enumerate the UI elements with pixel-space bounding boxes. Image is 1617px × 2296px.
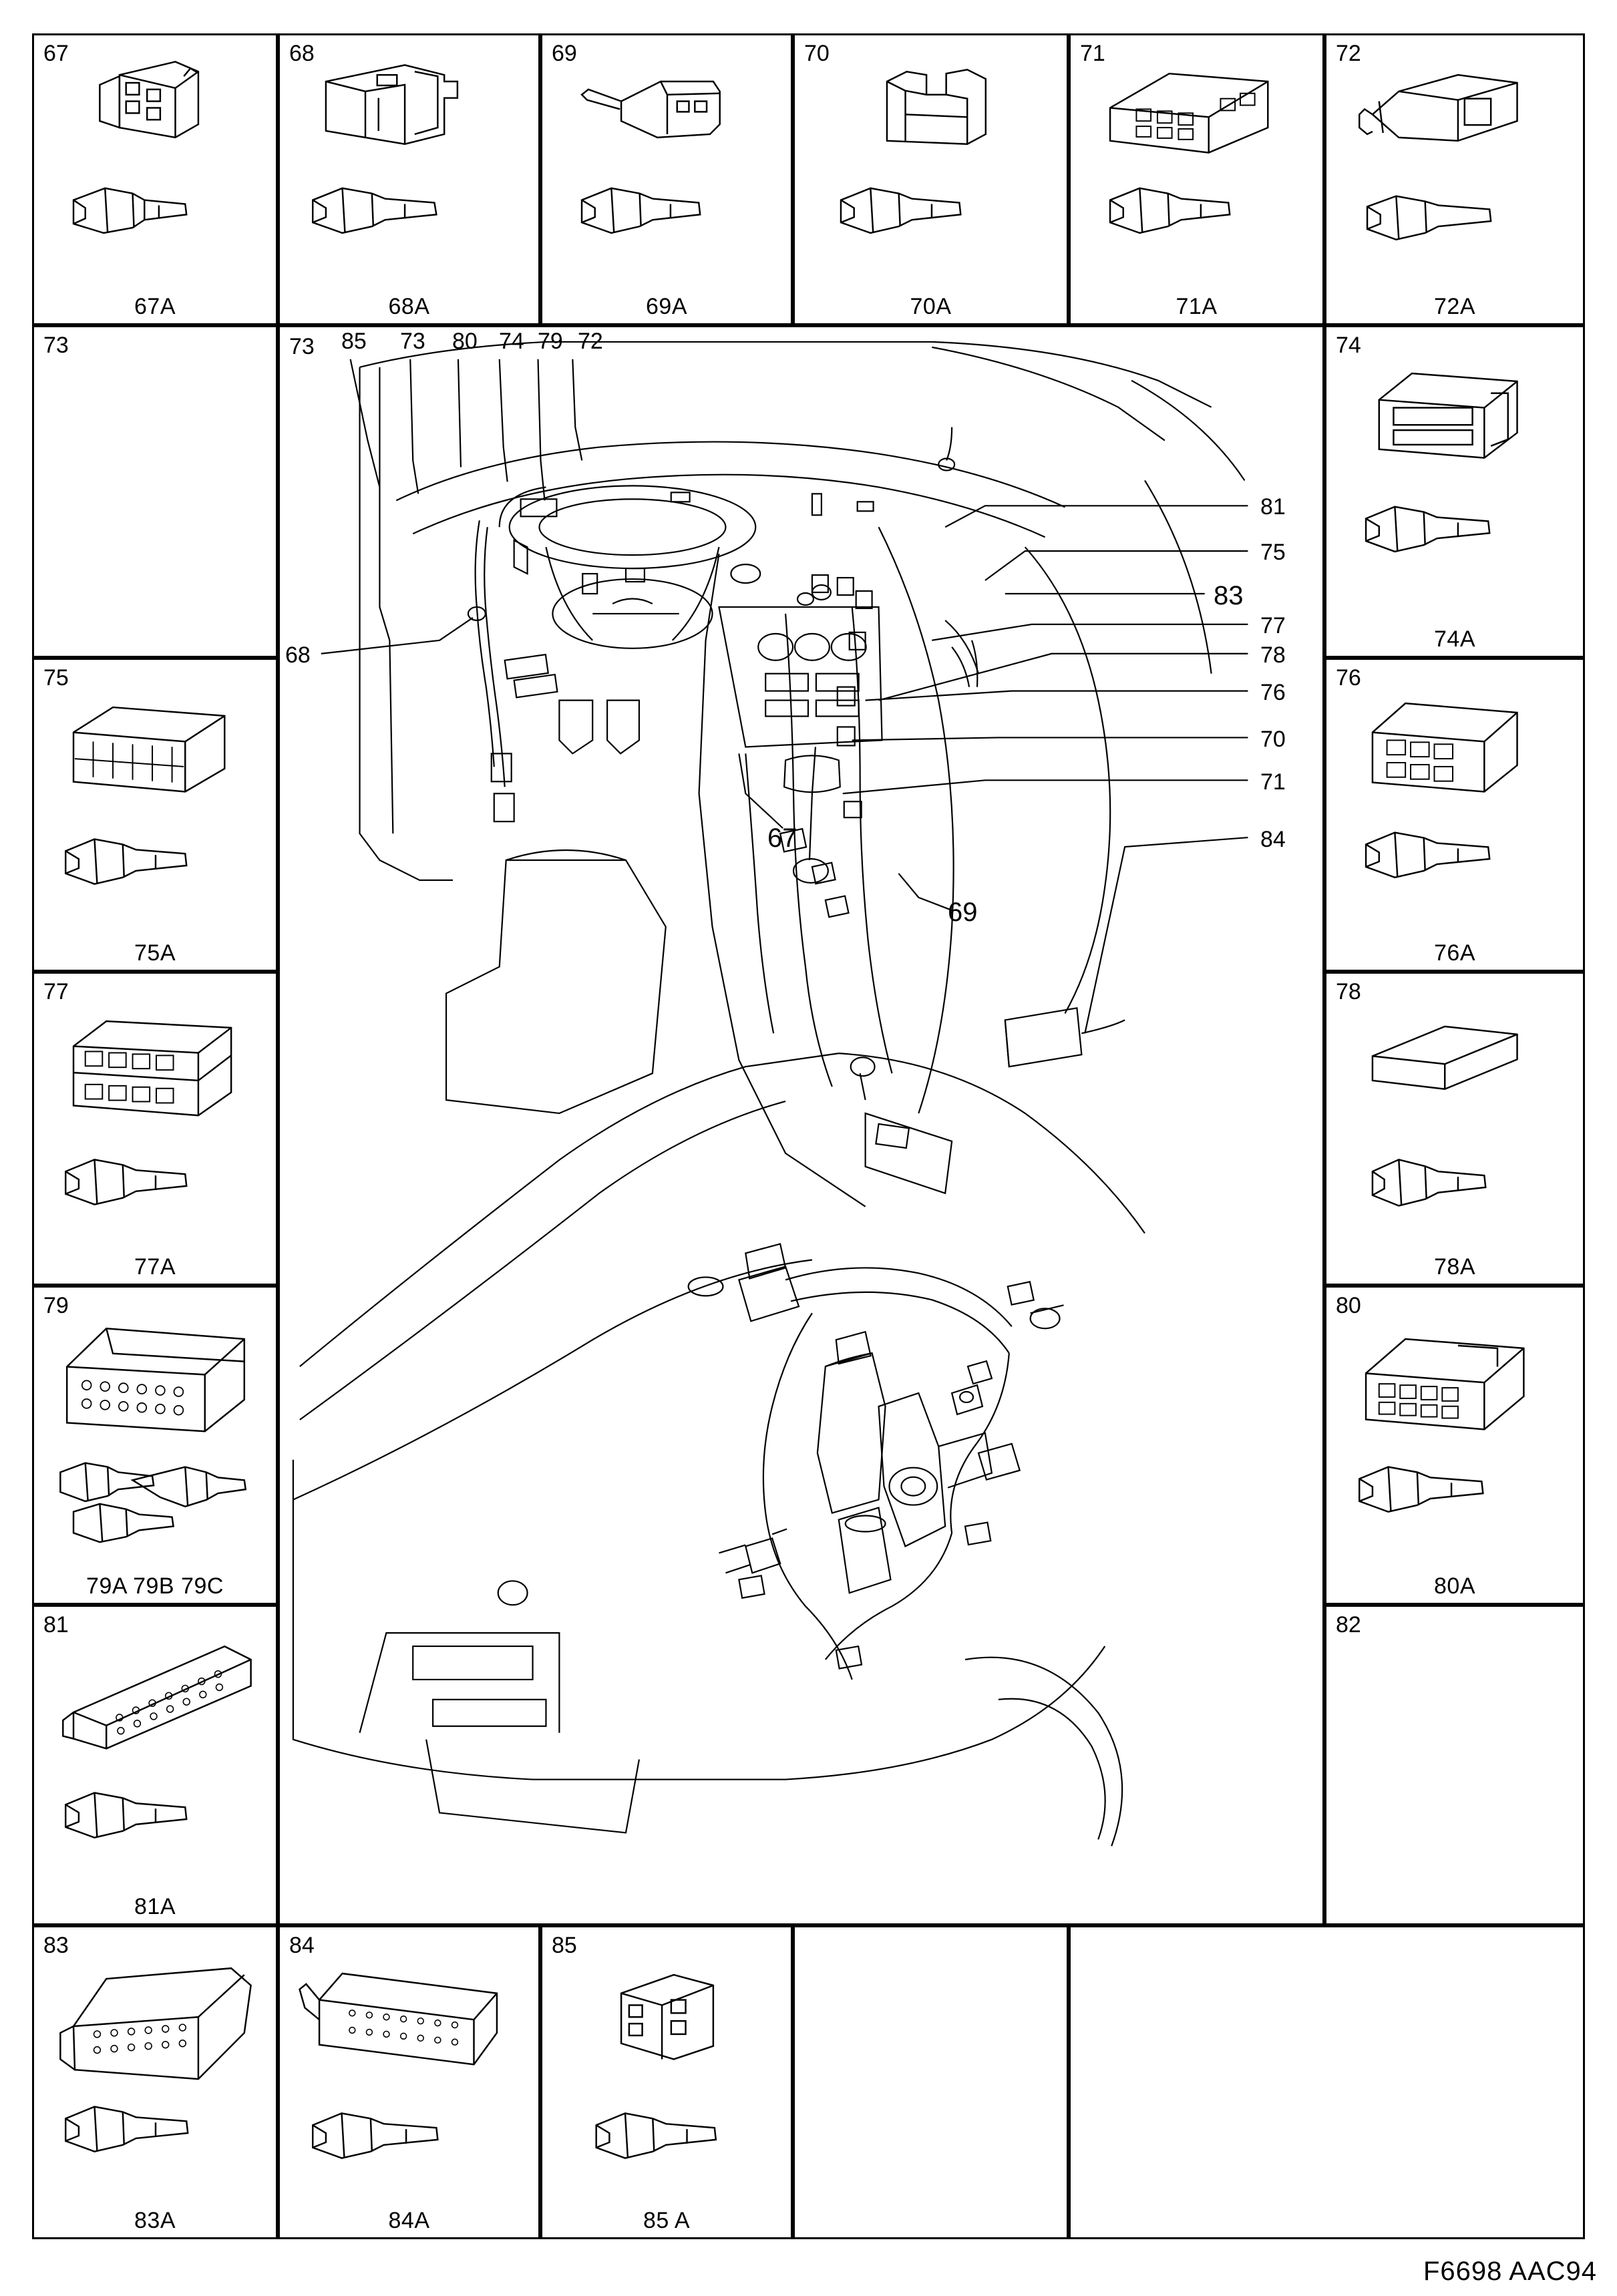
connector-housing-icon xyxy=(34,1288,276,1603)
connector-housing-icon xyxy=(1326,327,1583,656)
cell-84 xyxy=(278,1925,540,2239)
connector-housing-icon xyxy=(542,1927,791,2237)
cell-80-sublabel: 80A xyxy=(1434,1573,1475,1599)
connector-housing-icon xyxy=(34,1927,276,2237)
callout-81: 81 xyxy=(1260,494,1286,520)
connector-housing-icon xyxy=(34,35,276,323)
cell-blank-2 xyxy=(1069,1925,1585,2239)
connector-housing-icon xyxy=(1326,1288,1583,1603)
cell-67-sublabel: 67A xyxy=(134,294,176,319)
cell-74-sublabel: 74A xyxy=(1434,626,1475,652)
cell-69-sublabel: 69A xyxy=(646,294,687,319)
cell-85-number: 85 xyxy=(552,1933,577,1958)
cell-75 xyxy=(32,658,278,972)
cell-81-number: 81 xyxy=(43,1612,69,1638)
cell-71-sublabel: 71A xyxy=(1176,294,1218,319)
connector-housing-icon xyxy=(280,1927,538,2237)
cell-67 xyxy=(32,33,278,325)
cell-70 xyxy=(793,33,1069,325)
callout-74: 74 xyxy=(499,329,524,354)
cell-83-number: 83 xyxy=(43,1933,69,1958)
cell-80 xyxy=(1324,1286,1585,1605)
document-code: F6698 AAC94 xyxy=(1423,2257,1597,2286)
callout-76: 76 xyxy=(1260,680,1286,705)
callout-71: 71 xyxy=(1260,769,1286,795)
cell-70-number: 70 xyxy=(804,41,830,66)
center-panel-number: 73 xyxy=(289,334,315,359)
callout-67: 67 xyxy=(767,823,797,853)
cell-74-number: 74 xyxy=(1336,333,1361,358)
callout-79: 79 xyxy=(538,329,563,354)
cell-83 xyxy=(32,1925,278,2239)
cell-70-sublabel: 70A xyxy=(910,294,952,319)
cell-76-sublabel: 76A xyxy=(1434,940,1475,966)
cell-73-number: 73 xyxy=(43,333,69,358)
callout-78: 78 xyxy=(1260,642,1286,668)
cell-74 xyxy=(1324,325,1585,658)
callout-70: 70 xyxy=(1260,727,1286,752)
cell-84-number: 84 xyxy=(289,1933,315,1958)
cell-81-sublabel: 81A xyxy=(134,1894,176,1919)
cell-85-sublabel: 85 A xyxy=(643,2208,691,2233)
cell-78 xyxy=(1324,972,1585,1286)
callout-69: 69 xyxy=(948,898,978,927)
connector-housing-icon xyxy=(34,974,276,1284)
callout-73: 73 xyxy=(400,329,425,354)
cell-71 xyxy=(1069,33,1324,325)
cell-72-sublabel: 72A xyxy=(1434,294,1475,319)
cell-blank-1 xyxy=(793,1925,1069,2239)
cell-75-number: 75 xyxy=(43,665,69,691)
cell-76-number: 76 xyxy=(1336,665,1361,691)
cell-77 xyxy=(32,972,278,1286)
cell-82 xyxy=(1324,1605,1585,1925)
cell-76 xyxy=(1324,658,1585,972)
callout-84: 84 xyxy=(1260,827,1286,852)
callout-leader-lines xyxy=(280,327,1322,1923)
cell-77-number: 77 xyxy=(43,979,69,1004)
cell-68-sublabel: 68A xyxy=(388,294,430,319)
cell-80-number: 80 xyxy=(1336,1293,1361,1318)
connector-housing-icon xyxy=(34,660,276,970)
connector-housing-icon xyxy=(1326,974,1583,1284)
cell-73 xyxy=(32,325,278,658)
vehicle-harness-diagram xyxy=(280,327,1322,1923)
callout-75: 75 xyxy=(1260,540,1286,565)
cell-85 xyxy=(540,1925,793,2239)
cell-82-number: 82 xyxy=(1336,1612,1361,1638)
cell-69 xyxy=(540,33,793,325)
cell-78-sublabel: 78A xyxy=(1434,1254,1475,1280)
cell-68 xyxy=(278,33,540,325)
cell-79-number: 79 xyxy=(43,1293,69,1318)
connector-housing-icon xyxy=(795,35,1067,323)
cell-79 xyxy=(32,1286,278,1605)
cell-72 xyxy=(1324,33,1585,325)
cell-71-number: 71 xyxy=(1080,41,1105,66)
connector-housing-icon xyxy=(280,35,538,323)
cell-77-sublabel: 77A xyxy=(134,1254,176,1280)
cell-68-number: 68 xyxy=(289,41,315,66)
connector-housing-icon xyxy=(1326,660,1583,970)
connector-housing-icon xyxy=(542,35,791,323)
callout-83: 83 xyxy=(1214,581,1244,610)
cell-81 xyxy=(32,1605,278,1925)
center-illustration-panel xyxy=(278,325,1324,1925)
cell-75-sublabel: 75A xyxy=(134,940,176,966)
callout-80: 80 xyxy=(452,329,478,354)
callout-85: 85 xyxy=(341,329,367,354)
callout-68: 68 xyxy=(285,642,311,668)
connector-housing-icon xyxy=(34,1607,276,1923)
callout-72: 72 xyxy=(578,329,603,354)
connector-housing-icon xyxy=(1071,35,1322,323)
cell-72-number: 72 xyxy=(1336,41,1361,66)
callout-77: 77 xyxy=(1260,613,1286,638)
connector-housing-icon xyxy=(1326,35,1583,323)
cell-69-number: 69 xyxy=(552,41,577,66)
cell-79-sublabel: 79A 79B 79C xyxy=(86,1573,224,1599)
cell-83-sublabel: 83A xyxy=(134,2208,176,2233)
cell-78-number: 78 xyxy=(1336,979,1361,1004)
cell-84-sublabel: 84A xyxy=(388,2208,430,2233)
cell-67-number: 67 xyxy=(43,41,69,66)
